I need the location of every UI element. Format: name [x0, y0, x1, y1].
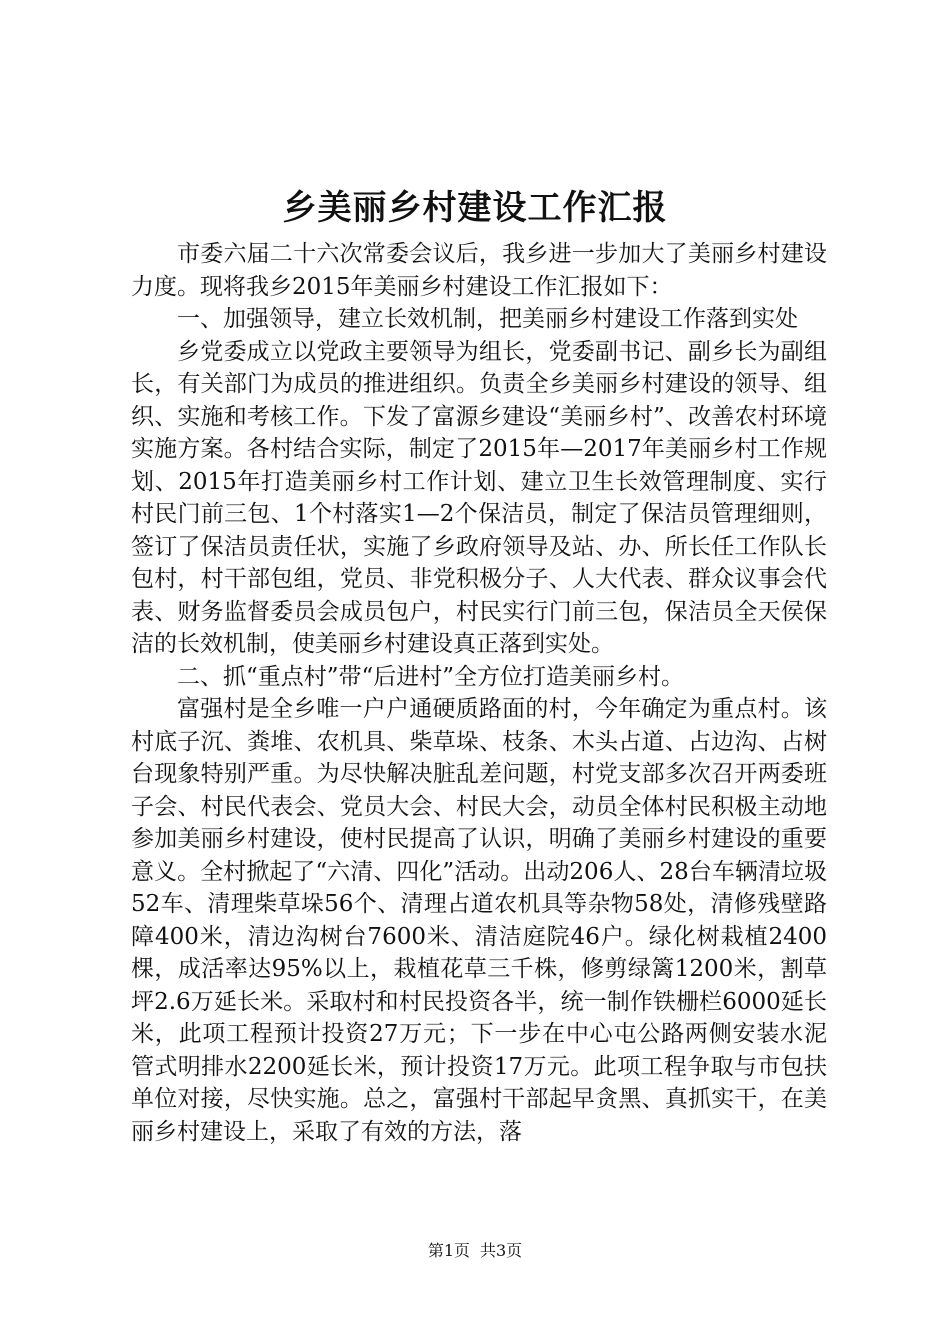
page-number: 第1页 [427, 1241, 470, 1260]
document-body [131, 238, 827, 1148]
section-heading-2: 二、抓“重点村”带“后进村”全方位打造美丽乡村。 [177, 663, 685, 690]
page-footer [0, 1240, 950, 1262]
document-title: 乡美丽乡村建设工作汇报 [282, 188, 668, 228]
paragraph-intro: 市委六届二十六次常委会议后，我乡进一步加大了美丽乡村建设力度。现将我乡2015年美丽乡村建设工作汇报如下： [131, 241, 827, 300]
paragraph-fuqiang-village: 富强村是全乡唯一户户通硬质路面的村，今年确定为重点村。该村底子沉、粪堆、农机具、柴草垛、枝条、木头占道、占边沟、占树台现象特别严重。为尽快解决脏乱差问题，村党支部多次召开两委班子会、村民代表会、党员大会、村民大会，动员全体村民积极主动地参加美丽乡村建设，使村民提高了认识，明确了美丽乡村建设的重要意义。全村掀起了“六清、四化”活动。出动206人、28台车辆清垃圾52车、清理柴草垛56个、清理占道农机具等杂物58处，清修残壁路障400米，清边沟树台7600米、清洁庭院46户。绿化树栽植2400棵，成活率达95%以上，栽植花草三千株，修剪绿篱1200米，割草坪2.6万延长米。采取村和村民投资各半，统一制作铁栅栏6000延长米，此项工程预计投资27万元；下一步在中心屯公路两侧安装水泥管式明排水2200延长米，预计投资17万元。此项工程争取与市包扶单位对接，尽快实施。总之，富强村干部起早贪黑、真抓实干，在美丽乡村建设上，采取了有效的方法，落 [131, 696, 827, 1145]
page-total: 共3页 [480, 1241, 523, 1260]
paragraph-leadership: 乡党委成立以党政主要领导为组长，党委副书记、副乡长为副组长，有关部门为成员的推进组织。负责全乡美丽乡村建设的领导、组织、实施和考核工作。下发了富源乡建设“美丽乡村”、改善农村环境实施方案。各村结合实际，制定了2015年—2017年美丽乡村工作规划、2015年打造美丽乡村工作计划、建立卫生长效管理制度、实行村民门前三包、1个村落实1—2个保洁员，制定了保洁员管理细则，签订了保洁员责任状，实施了乡政府领导及站、办、所长任工作队长包村，村干部包组，党员、非党积极分子、人大代表、群众议事会代表、财务监督委员会成员包户，村民实行门前三包，保洁员全天侯保洁的长效机制，使美丽乡村建设真正落到实处。 [131, 338, 827, 657]
section-heading-1: 一、加强领导，建立长效机制，把美丽乡村建设工作落到实处 [177, 306, 798, 332]
